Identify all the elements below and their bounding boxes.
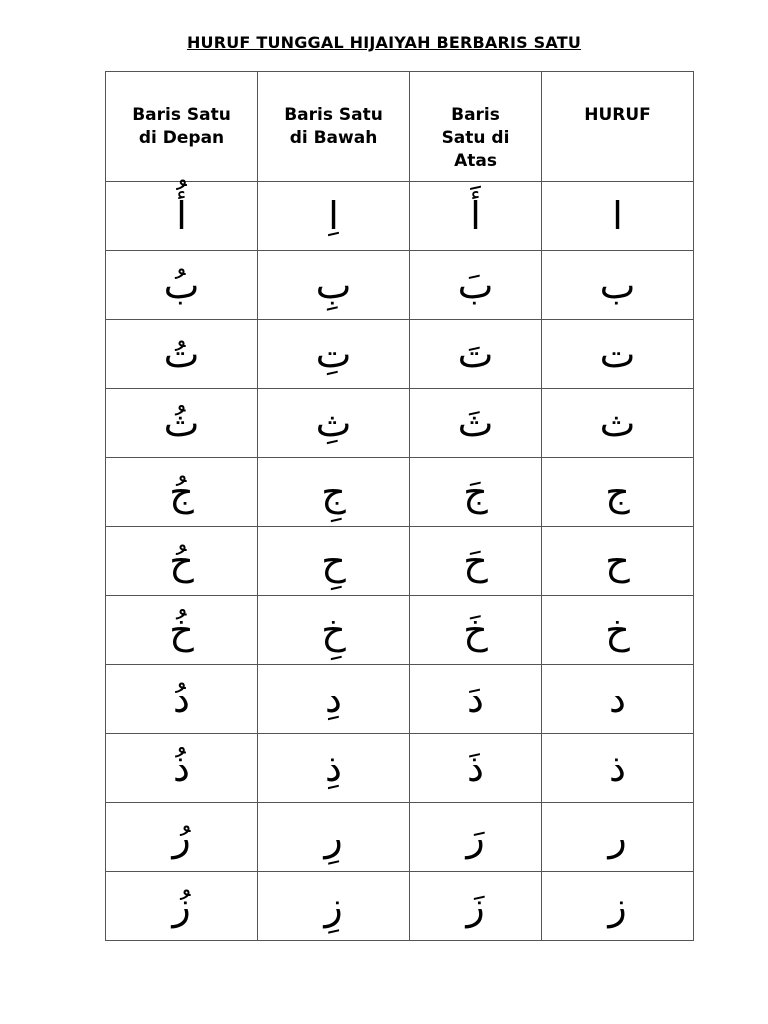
header-baris-atas	[410, 72, 542, 182]
cell-baris-atas: رَ	[410, 803, 542, 872]
cell-huruf: ا	[542, 182, 694, 251]
table-row	[106, 389, 694, 458]
cell-huruf: ج	[542, 458, 694, 527]
cell-huruf: ث	[542, 389, 694, 458]
cell-baris-atas: تَ	[410, 320, 542, 389]
cell-baris-bawah: رِ	[258, 803, 410, 872]
table-row	[106, 734, 694, 803]
table-row	[106, 320, 694, 389]
page-title: HURUF TUNGGAL HIJAIYAH BERBARIS SATU	[186, 33, 582, 52]
cell-baris-depan: أُ	[106, 182, 258, 251]
table-row	[106, 803, 694, 872]
table-row	[106, 527, 694, 596]
cell-baris-bawah: ثِ	[258, 389, 410, 458]
header-baris-atas-label: Baris Satu di Atas	[441, 105, 510, 171]
cell-baris-bawah: حِ	[258, 527, 410, 596]
cell-baris-bawah: ذِ	[258, 734, 410, 803]
cell-huruf: خ	[542, 596, 694, 665]
cell-baris-atas: بَ	[410, 251, 542, 320]
cell-huruf: د	[542, 665, 694, 734]
cell-baris-bawah: خِ	[258, 596, 410, 665]
cell-huruf: ت	[542, 320, 694, 389]
header-row	[106, 72, 694, 182]
cell-baris-depan: جُ	[106, 458, 258, 527]
cell-baris-depan: رُ	[106, 803, 258, 872]
table-row	[106, 251, 694, 320]
cell-baris-depan: خُ	[106, 596, 258, 665]
cell-huruf: ز	[542, 872, 694, 941]
cell-baris-depan: زُ	[106, 872, 258, 941]
cell-baris-bawah: دِ	[258, 665, 410, 734]
cell-huruf: ح	[542, 527, 694, 596]
header-baris-bawah-label: Baris Satu di Bawah	[284, 105, 383, 148]
hijaiyah-table	[105, 71, 694, 941]
cell-baris-bawah: زِ	[258, 872, 410, 941]
table-row	[106, 458, 694, 527]
table-row	[106, 596, 694, 665]
cell-baris-atas: زَ	[410, 872, 542, 941]
cell-baris-depan: دُ	[106, 665, 258, 734]
table-row	[106, 665, 694, 734]
cell-baris-atas: ثَ	[410, 389, 542, 458]
cell-baris-atas: جَ	[410, 458, 542, 527]
cell-baris-bawah: اِ	[258, 182, 410, 251]
header-baris-bawah	[258, 72, 410, 182]
cell-baris-bawah: بِ	[258, 251, 410, 320]
cell-baris-atas: دَ	[410, 665, 542, 734]
cell-baris-depan: حُ	[106, 527, 258, 596]
header-huruf-label: HURUF	[584, 105, 651, 125]
cell-baris-depan: ثُ	[106, 389, 258, 458]
table-row	[106, 872, 694, 941]
cell-baris-depan: تُ	[106, 320, 258, 389]
cell-baris-atas: أَ	[410, 182, 542, 251]
cell-baris-depan: ذُ	[106, 734, 258, 803]
cell-huruf: ب	[542, 251, 694, 320]
cell-baris-atas: حَ	[410, 527, 542, 596]
table-row	[106, 182, 694, 251]
header-huruf	[542, 72, 694, 182]
cell-baris-atas: ذَ	[410, 734, 542, 803]
cell-huruf: ر	[542, 803, 694, 872]
cell-baris-depan: بُ	[106, 251, 258, 320]
header-baris-depan-label: Baris Satu di Depan	[132, 105, 231, 148]
cell-baris-bawah: تِ	[258, 320, 410, 389]
header-baris-depan	[106, 72, 258, 182]
cell-huruf: ذ	[542, 734, 694, 803]
cell-baris-atas: خَ	[410, 596, 542, 665]
cell-baris-bawah: جِ	[258, 458, 410, 527]
